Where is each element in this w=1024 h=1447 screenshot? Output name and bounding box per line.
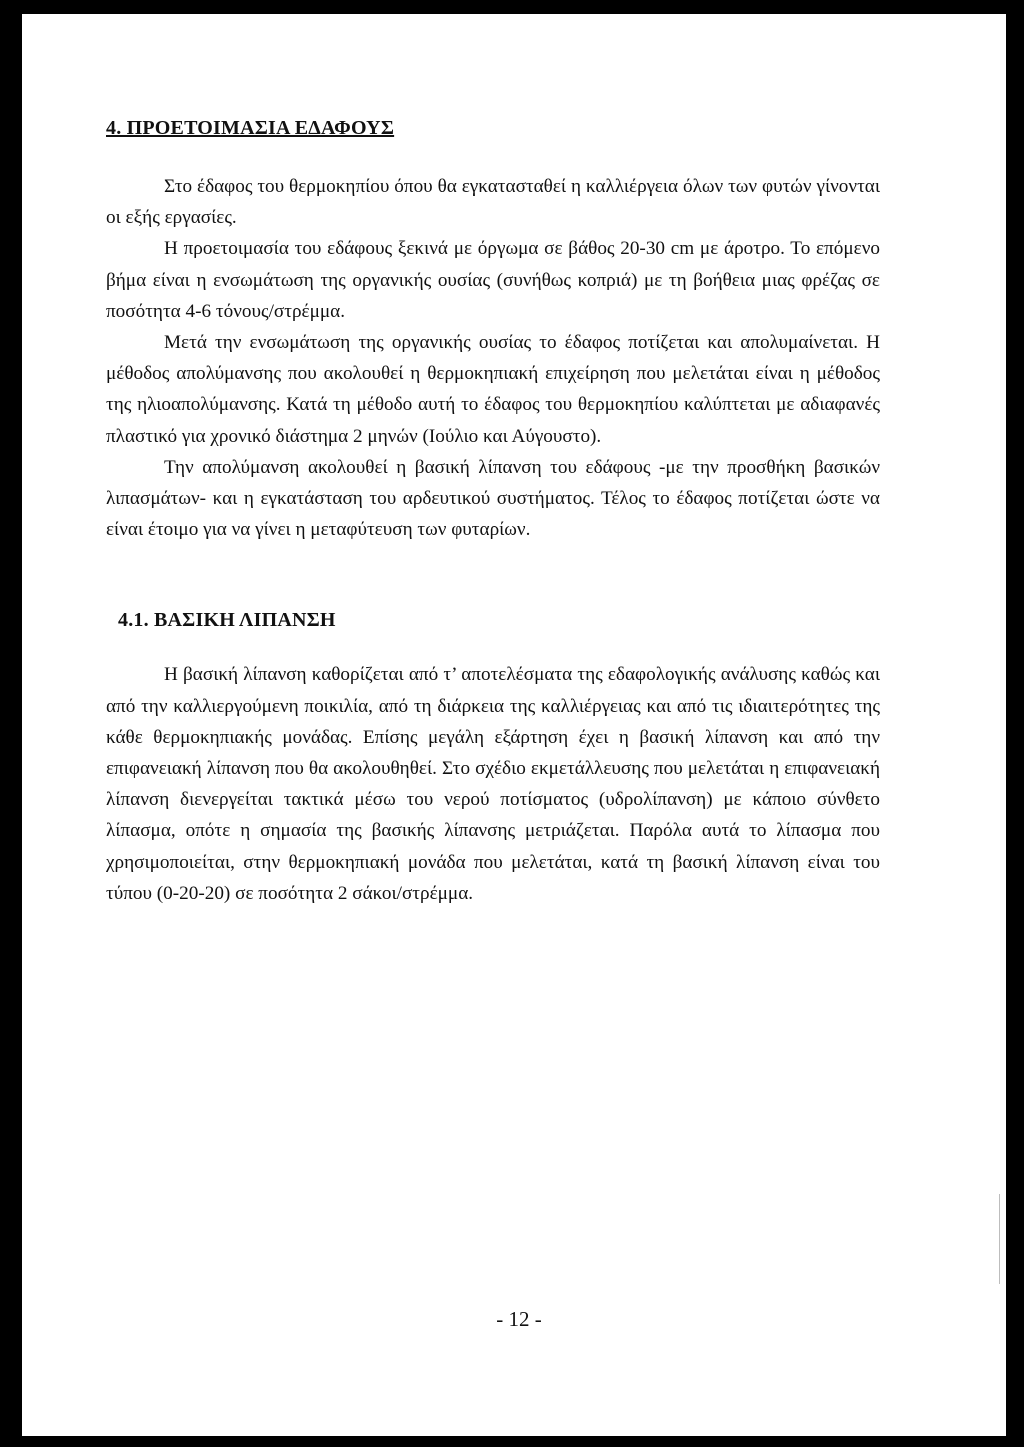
scan-edge-mark — [999, 1194, 1000, 1284]
section-paragraph-3: Μετά την ενσωμάτωση της οργανικής ουσίας το έδαφος ποτίζεται και απολυμαίνεται. Η μέθοδος απολύμανσης που ακολουθεί η θερμοκηπιακή επιχείρηση που μελετάται είναι η μέθοδος της ηλιοαπολύμανσης. Κατά τη μέθοδο αυτή το έδαφος του θερμοκηπίου καλύπτεται με αδιαφανές πλαστικό για χρονικό διάστημα 2 μηνών (Ιούλιο και Αύγουστο). — [106, 332, 880, 447]
section-paragraph-2: Η προετοιμασία του εδάφους ξεκινά με όργωμα σε βάθος 20-30 cm με άροτρο. Το επόμενο βήμα είναι η ενσωμάτωση της οργανικής ουσίας (συνήθως κοπριά) με τη βοήθεια μιας φρέζας σε ποσότητα 4-6 τόνους/στρέμμα. — [106, 238, 880, 322]
document-body — [106, 117, 880, 909]
document-sheet — [22, 14, 1006, 1436]
section-paragraph-1: Στο έδαφος του θερμοκηπίου όπου θα εγκατασταθεί η καλλιέργεια όλων των φυτών γίνονται οι εξής εργασίες. — [106, 176, 880, 229]
subsection-paragraph-1: Η βασική λίπανση καθορίζεται από τ’ αποτελέσματα της εδαφολογικής ανάλυσης καθώς και από την καλλιεργούμενη ποικιλία, από τη διάρκεια της καλλιέργειας και από τις ιδιαιτερότητες της κάθε θερμοκηπιακής μονάδας. Επίσης μεγάλη εξάρτηση έχει η βασική λίπανση και από την επιφανειακή λίπανση που θα ακολουθηθεί. Στο σχέδιο εκμετάλλευσης που μελετάται η επιφανειακή λίπανση διενεργείται τακτικά μέσω του νερού ποτίσματος (υδρολίπανση) με κάποιο σύνθετο λίπασμα, οπότε η σημασία της βασικής λίπανσης μετριάζεται. Παρόλα αυτά το λίπασμα που χρησιμοποιείται, στην θερμοκηπιακή μονάδα που μελετάται, κατά τη βασική λίπανση είναι του τύπου (0-20-20) σε ποσότητα 2 σάκοι/στρέμμα. — [106, 664, 880, 904]
subsection-heading: 4.1. ΒΑΣΙΚΗ ΛΙΠΑΝΣΗ — [118, 609, 336, 632]
page-number: - 12 - — [496, 1307, 542, 1331]
section-paragraph-4: Την απολύμανση ακολουθεί η βασική λίπανση του εδάφους -με την προσθήκη βασικών λιπασμάτων- και η εγκατάσταση του αρδευτικού συστήματος. Τέλος το έδαφος ποτίζεται ώστε να είναι έτοιμο για να γίνει η μεταφύτευση των φυταρίων. — [106, 456, 880, 541]
section-heading: 4. ΠΡΟΕΤΟΙΜΑΣΙΑ ΕΔΑΦΟΥΣ — [106, 117, 395, 139]
section-spacer — [106, 545, 880, 609]
